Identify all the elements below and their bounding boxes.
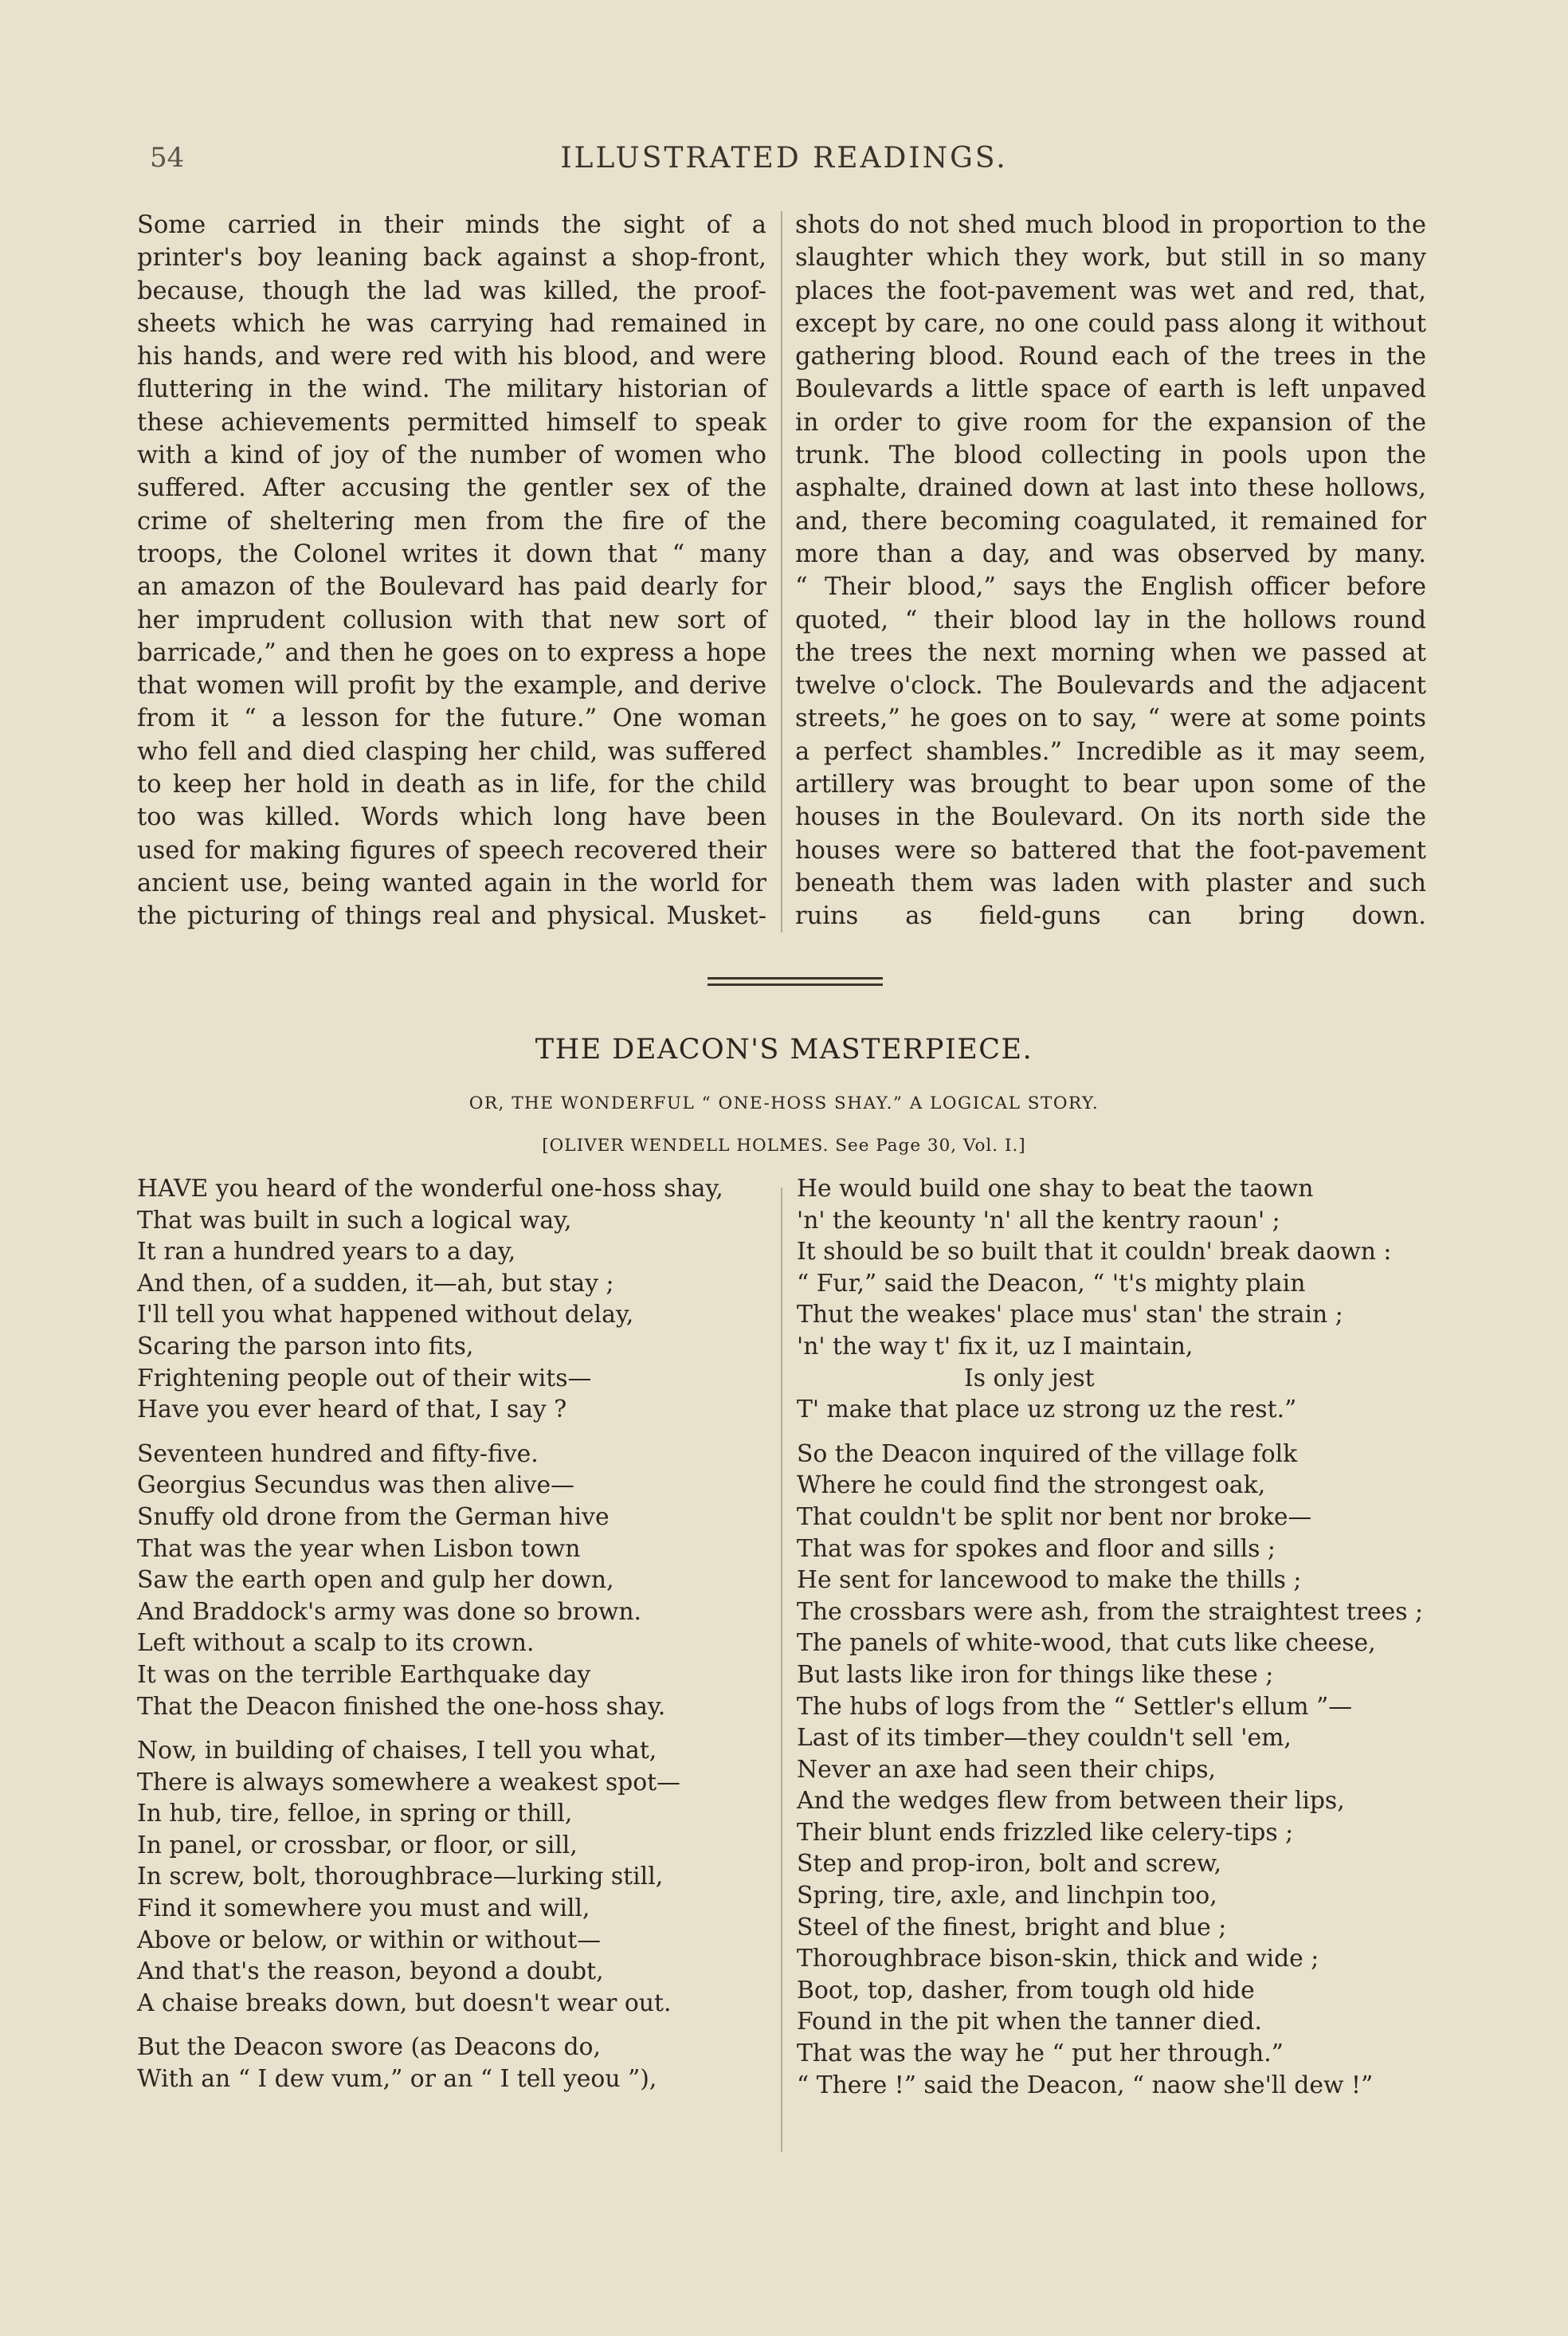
prose-line: used for making figures of speech recovered their bbox=[137, 836, 766, 865]
prose-line: crime of sheltering men from the fire of the bbox=[137, 507, 766, 536]
prose-line: to keep her hold in death as in life, for the child bbox=[137, 771, 766, 799]
poem-line: Above or below, or within or without— bbox=[137, 1926, 602, 1954]
prose-line: “ Their blood,” says the English officer before bbox=[795, 573, 1426, 602]
poem-line: There is always somewhere a weakest spot— bbox=[137, 1768, 680, 1796]
poem-line: I'll tell you what happened without delay, bbox=[137, 1301, 634, 1329]
poem-title: THE DEACON'S MASTERPIECE. bbox=[535, 1034, 1033, 1066]
poem-line: Find it somewhere you must and will, bbox=[137, 1894, 590, 1923]
poem-line: He sent for lancewood to make the thills ; bbox=[797, 1566, 1302, 1595]
poem-line: But lasts like iron for things like these ; bbox=[797, 1660, 1274, 1689]
poem-line: It was on the terrible Earthquake day bbox=[137, 1660, 591, 1689]
poem-line: Is only jest bbox=[964, 1364, 1095, 1392]
column-divider bbox=[781, 211, 782, 932]
poem-line: HAVE you heard of the wonderful one-hoss shay, bbox=[137, 1175, 723, 1203]
poem-line: Last of its timber—they couldn't sell 'em, bbox=[797, 1724, 1292, 1753]
prose-line: ruins as field-guns can bring down. bbox=[795, 902, 1426, 931]
poem-line: “ Fur,” said the Deacon, “ 't's mighty plain bbox=[797, 1269, 1306, 1298]
poem-line: The panels of white-wood, that cuts like cheese, bbox=[797, 1629, 1376, 1658]
prose-line: barricade,” and then he goes on to express a hope bbox=[137, 638, 766, 667]
poem-line: Thut the weakes' place mus' stan' the strain ; bbox=[797, 1301, 1343, 1329]
prose-line: except by care, no one could pass along it without bbox=[795, 309, 1426, 338]
poem-line: Never an axe had seen their chips, bbox=[797, 1755, 1216, 1784]
running-title: ILLUSTRATED READINGS. bbox=[560, 142, 1008, 175]
poem-stanza bbox=[797, 1173, 1426, 1426]
poem-line: And that's the reason, beyond a doubt, bbox=[137, 1957, 604, 1986]
poem-line: Saw the earth open and gulp her down, bbox=[137, 1566, 614, 1595]
prose-line: a perfect shambles.” Incredible as it may seem, bbox=[795, 737, 1426, 766]
poem-stanza bbox=[137, 2032, 766, 2095]
prose-line: that women will profit by the example, and derive bbox=[137, 672, 766, 701]
prose-line: suffered. After accusing the gentler sex of the bbox=[137, 474, 766, 503]
section-divider bbox=[708, 977, 883, 987]
poem-line: That was for spokes and floor and sills ; bbox=[797, 1534, 1276, 1563]
poem-line: Have you ever heard of that, I say ? bbox=[137, 1396, 567, 1424]
poem-attribution: [OLIVER WENDELL HOLMES. See Page 30, Vol. I.] bbox=[542, 1136, 1026, 1156]
poem-line: Step and prop-iron, bolt and screw, bbox=[797, 1850, 1222, 1879]
prose-line: too was killed. Words which long have been bbox=[137, 803, 766, 832]
prose-line: who fell and died clasping her child, was suffered bbox=[137, 737, 766, 766]
prose-line: houses in the Boulevard. On its north side the bbox=[795, 803, 1426, 832]
column-divider bbox=[781, 1188, 782, 2152]
poem-line: Left without a scalp to its crown. bbox=[137, 1629, 535, 1658]
poem-line: Their blunt ends frizzled like celery-tips ; bbox=[797, 1818, 1294, 1847]
poem-line: Georgius Secundus was then alive— bbox=[137, 1471, 574, 1500]
prose-line: artillery was brought to bear upon some of the bbox=[795, 771, 1426, 799]
poem-column-right bbox=[797, 1173, 1426, 2114]
prose-line: beneath them was laden with plaster and such bbox=[795, 869, 1426, 897]
prose-line: his hands, and were red with his blood, and were bbox=[137, 343, 766, 371]
poem-line: Seventeen hundred and fifty-five. bbox=[137, 1439, 539, 1468]
prose-line: troops, the Colonel writes it down that “ many bbox=[137, 540, 766, 568]
poem-line: But the Deacon swore (as Deacons do, bbox=[137, 2033, 601, 2062]
prose-line: the trees the next morning when we passed at bbox=[795, 638, 1426, 667]
prose-line: places the foot-pavement was wet and red, that, bbox=[795, 277, 1426, 305]
prose-line: sheets which he was carrying had remained in bbox=[137, 309, 766, 338]
poem-line: Steel of the finest, bright and blue ; bbox=[797, 1913, 1227, 1941]
poem-line: Snuffy old drone from the German hive bbox=[137, 1502, 610, 1531]
prose-column-left bbox=[137, 209, 766, 933]
poem-line: The crossbars were ash, from the straightest trees ; bbox=[797, 1597, 1424, 1626]
page-number: 54 bbox=[150, 142, 185, 174]
prose-line: trunk. The blood collecting in pools upon the bbox=[795, 442, 1426, 470]
poem-line: That was built in such a logical way, bbox=[137, 1206, 572, 1235]
prose-line: Some carried in their minds the sight of a bbox=[137, 211, 766, 239]
poem-line: Now, in building of chaises, I tell you what, bbox=[137, 1737, 657, 1765]
prose-line: asphalte, drained down at last into these hollows, bbox=[795, 474, 1426, 503]
prose-line: more than a day, and was observed by many. bbox=[795, 540, 1426, 568]
poem-stanza bbox=[137, 1173, 766, 1426]
prose-line: in order to give room for the expansion of the bbox=[795, 408, 1426, 437]
poem-line: Spring, tire, axle, and linchpin too, bbox=[797, 1882, 1217, 1910]
poem-line: It should be so built that it couldn' break daown : bbox=[797, 1238, 1392, 1266]
prose-column-right bbox=[795, 209, 1426, 933]
prose-line: an amazon of the Boulevard has paid dearly for bbox=[137, 573, 766, 602]
prose-line: houses were so battered that the foot-pavement bbox=[795, 836, 1426, 865]
poem-line: And the wedges flew from between their lips, bbox=[797, 1787, 1345, 1816]
prose-line: the picturing of things real and physical. Musket- bbox=[137, 902, 766, 931]
prose-line: quoted, “ their blood lay in the hollows round bbox=[795, 606, 1426, 634]
poem-line: A chaise breaks down, but doesn't wear out. bbox=[137, 1989, 672, 2017]
poem-line: And then, of a sudden, it—ah, but stay ; bbox=[137, 1269, 614, 1298]
poem-line: 'n' the keounty 'n' all the kentry raoun' ; bbox=[797, 1206, 1280, 1235]
prose-line: fluttering in the wind. The military historian of bbox=[137, 375, 766, 404]
poem-stanza bbox=[137, 1439, 766, 1722]
poem-line: And Braddock's army was done so brown. bbox=[137, 1597, 641, 1626]
poem-line: Thoroughbrace bison-skin, thick and wide ; bbox=[797, 1945, 1319, 1973]
poem-line: In screw, bolt, thoroughbrace—lurking still, bbox=[137, 1863, 664, 1891]
poem-line: That was the year when Lisbon town bbox=[137, 1534, 581, 1563]
poem-line: Where he could find the strongest oak, bbox=[797, 1471, 1266, 1500]
prose-line: printer's boy leaning back against a shop-front, bbox=[137, 244, 766, 273]
poem-line: So the Deacon inquired of the village folk bbox=[797, 1439, 1298, 1468]
prose-line: slaughter which they work, but still in so many bbox=[795, 244, 1426, 273]
prose-line: Boulevards a little space of earth is left unpaved bbox=[795, 375, 1426, 404]
prose-line: twelve o'clock. The Boulevards and the adjacent bbox=[795, 672, 1426, 701]
prose-line: from it “ a lesson for the future.” One woman bbox=[137, 705, 766, 733]
poem-stanza bbox=[797, 1439, 1426, 2101]
prose-line: and, there becoming coagulated, it remained for bbox=[795, 507, 1426, 536]
poem-subtitle: OR, THE WONDERFUL “ ONE-HOSS SHAY.” A LOGICAL STORY. bbox=[468, 1093, 1100, 1113]
prose-line: her imprudent collusion with that new sort of bbox=[137, 606, 766, 634]
prose-line: shots do not shed much blood in proportion to the bbox=[795, 211, 1426, 239]
poem-stanza bbox=[137, 1735, 766, 2019]
poem-line: That couldn't be split nor bent nor broke— bbox=[797, 1502, 1312, 1531]
prose-line: because, though the lad was killed, the proof- bbox=[137, 277, 766, 305]
poem-line: It ran a hundred years to a day, bbox=[137, 1238, 516, 1266]
poem-line: Found in the pit when the tanner died. bbox=[797, 2008, 1262, 2036]
poem-line: Frightening people out of their wits— bbox=[137, 1364, 592, 1392]
poem-line: 'n' the way t' fix it, uz I maintain, bbox=[797, 1332, 1194, 1360]
poem-line: Scaring the parson into fits, bbox=[137, 1332, 474, 1360]
prose-line: ancient use, being wanted again in the world for bbox=[137, 869, 766, 897]
poem-line: Boot, top, dasher, from tough old hide bbox=[797, 1976, 1255, 2004]
poem-line: That was the way he “ put her through.” bbox=[797, 2040, 1284, 2068]
prose-line: these achievements permitted himself to speak bbox=[137, 408, 766, 437]
prose-line: streets,” he goes on to say, “ were at some points bbox=[795, 705, 1426, 733]
poem-line: With an “ I dew vum,” or an “ I tell yeou ”), bbox=[137, 2065, 657, 2094]
poem-line: The hubs of logs from the “ Settler's ellum ”— bbox=[797, 1692, 1353, 1721]
poem-line: T' make that place uz strong uz the rest.” bbox=[797, 1396, 1297, 1424]
poem-line: “ There !” said the Deacon, “ naow she'll dew !” bbox=[797, 2071, 1374, 2099]
poem-line: That the Deacon finished the one-hoss shay. bbox=[137, 1692, 666, 1721]
poem-column-left bbox=[137, 1173, 766, 2108]
prose-line: gathering blood. Round each of the trees in the bbox=[795, 343, 1426, 371]
poem-line: He would build one shay to beat the taown bbox=[797, 1175, 1314, 1203]
prose-line: with a kind of joy of the number of women who bbox=[137, 442, 766, 470]
poem-line: In panel, or crossbar, or floor, or sill, bbox=[137, 1831, 578, 1859]
poem-line: In hub, tire, felloe, in spring or thill, bbox=[137, 1800, 573, 1828]
